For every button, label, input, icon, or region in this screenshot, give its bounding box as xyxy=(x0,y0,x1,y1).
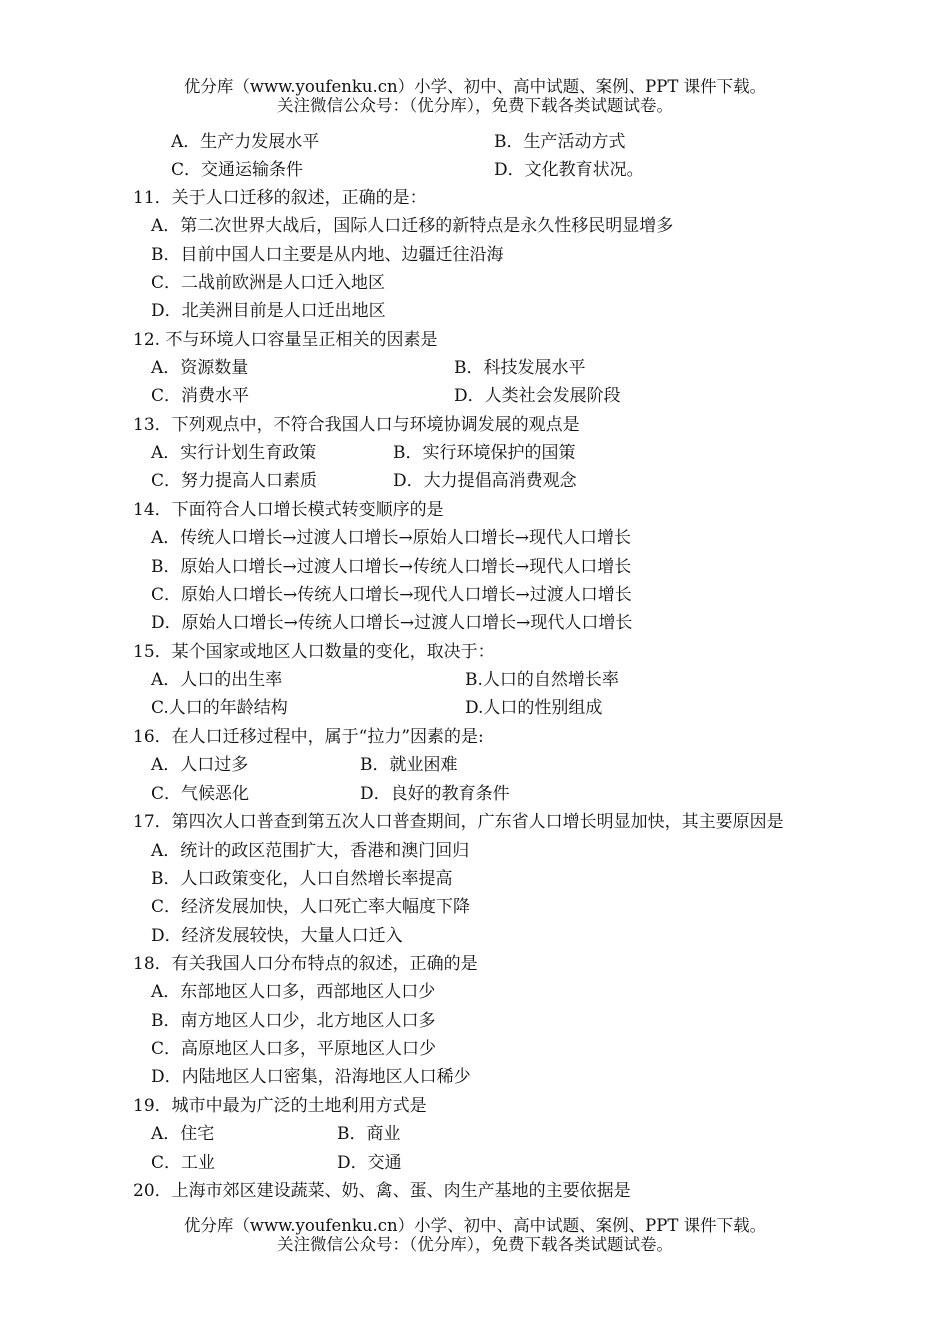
footer-line-2: 关注微信公众号：（优分库），免费下载各类试题试卷。 xyxy=(277,1235,673,1254)
q16-stem: 16．在人口迁移过程中，属于“拉力”因素的是: xyxy=(133,727,484,747)
q14-option-b: B．原始人口增长→过渡人口增长→传统人口增长→现代人口增长 xyxy=(151,557,632,577)
q16-option-b: B．就业困难 xyxy=(360,755,458,775)
q12-option-c: C．消费水平 xyxy=(151,386,250,406)
q17-option-a: A．统计的政区范围扩大，香港和澳门回归 xyxy=(151,841,470,861)
q12-option-a: A．资源数量 xyxy=(151,358,249,378)
q14-option-d: D．原始人口增长→传统人口增长→过渡人口增长→现代人口增长 xyxy=(151,613,633,633)
q11-option-b: B．目前中国人口主要是从内地、边疆迁往沿海 xyxy=(151,245,504,265)
q19-option-d: D．交通 xyxy=(337,1153,402,1173)
q18-option-c: C．高原地区人口多，平原地区人口少 xyxy=(151,1039,437,1059)
q19-stem: 19．城市中最为广泛的土地利用方式是 xyxy=(133,1096,427,1116)
q13-option-c: C．努力提高人口素质 xyxy=(151,471,318,491)
q18-stem: 18．有关我国人口分布特点的叙述，正确的是 xyxy=(133,954,478,974)
q10-option-b: B．生产活动方式 xyxy=(494,132,626,152)
q10-option-a: A．生产力发展水平 xyxy=(171,132,320,152)
q11-option-a: A．第二次世界大战后，国际人口迁移的新特点是永久性移民明显增多 xyxy=(151,216,674,236)
q13-option-d: D．大力提倡高消费观念 xyxy=(393,471,577,491)
q13-stem: 13．下列观点中，不符合我国人口与环境协调发展的观点是 xyxy=(133,415,580,435)
q15-option-b: B.人口的自然增长率 xyxy=(465,670,619,690)
q11-stem: 11．关于人口迁移的叙述，正确的是： xyxy=(133,188,427,208)
q15-stem: 15．某个国家或地区人口数量的变化，取决于： xyxy=(133,642,495,662)
header-line-2: 关注微信公众号：（优分库），免费下载各类试题试卷。 xyxy=(277,96,673,115)
q17-option-b: B．人口政策变化，人口自然增长率提高 xyxy=(151,869,453,889)
q14-option-a: A．传统人口增长→过渡人口增长→原始人口增长→现代人口增长 xyxy=(151,528,632,548)
page-footer xyxy=(0,1216,950,1254)
q14-option-c: C．原始人口增长→传统人口增长→现代人口增长→过渡人口增长 xyxy=(151,585,632,605)
q12-option-d: D．人类社会发展阶段 xyxy=(454,386,621,406)
q12-stem: 12. 不与环境人口容量呈正相关的因素是 xyxy=(133,330,438,350)
q10-option-c: C．交通运输条件 xyxy=(171,160,304,180)
q20-stem: 20．上海市郊区建设蔬菜、奶、禽、蛋、肉生产基地的主要依据是 xyxy=(133,1181,631,1201)
q18-option-d: D．内陆地区人口密集，沿海地区人口稀少 xyxy=(151,1067,471,1087)
q19-option-b: B．商业 xyxy=(337,1124,401,1144)
q16-option-c: C．气候恶化 xyxy=(151,784,250,804)
q17-option-c: C．经济发展加快，人口死亡率大幅度下降 xyxy=(151,897,471,917)
q11-option-d: D．北美洲目前是人口迁出地区 xyxy=(151,301,386,321)
q14-stem: 14．下面符合人口增长模式转变顺序的是 xyxy=(133,500,444,520)
q16-option-d: D．良好的教育条件 xyxy=(360,784,510,804)
q17-stem: 17．第四次人口普查到第五次人口普查期间，广东省人口增长明显加快，其主要原因是 xyxy=(133,812,784,832)
q15-option-d: D.人口的性别组成 xyxy=(465,698,603,718)
q18-option-b: B．南方地区人口少，北方地区人口多 xyxy=(151,1011,436,1031)
q11-option-c: C．二战前欧洲是人口迁入地区 xyxy=(151,273,386,293)
q19-option-c: C．工业 xyxy=(151,1153,216,1173)
q12-option-b: B．科技发展水平 xyxy=(454,358,586,378)
footer-line-1: 优分库（www.youfenku.cn）小学、初中、高中试题、案例、PPT 课件下载。 xyxy=(183,1216,767,1235)
q10-option-d: D．文化教育状况。 xyxy=(494,160,644,180)
q18-option-a: A．东部地区人口多，西部地区人口少 xyxy=(151,982,436,1002)
page-header xyxy=(0,77,950,115)
q16-option-a: A．人口过多 xyxy=(151,755,249,775)
q17-option-d: D．经济发展较快，大量人口迁入 xyxy=(151,926,403,946)
q19-option-a: A．住宅 xyxy=(151,1124,215,1144)
q13-option-a: A．实行计划生育政策 xyxy=(151,443,317,463)
q13-option-b: B．实行环境保护的国策 xyxy=(393,443,576,463)
q15-option-a: A．人口的出生率 xyxy=(151,670,283,690)
header-line-1: 优分库（www.youfenku.cn）小学、初中、高中试题、案例、PPT 课件下载。 xyxy=(183,77,767,96)
q15-option-c: C.人口的年龄结构 xyxy=(151,698,288,718)
